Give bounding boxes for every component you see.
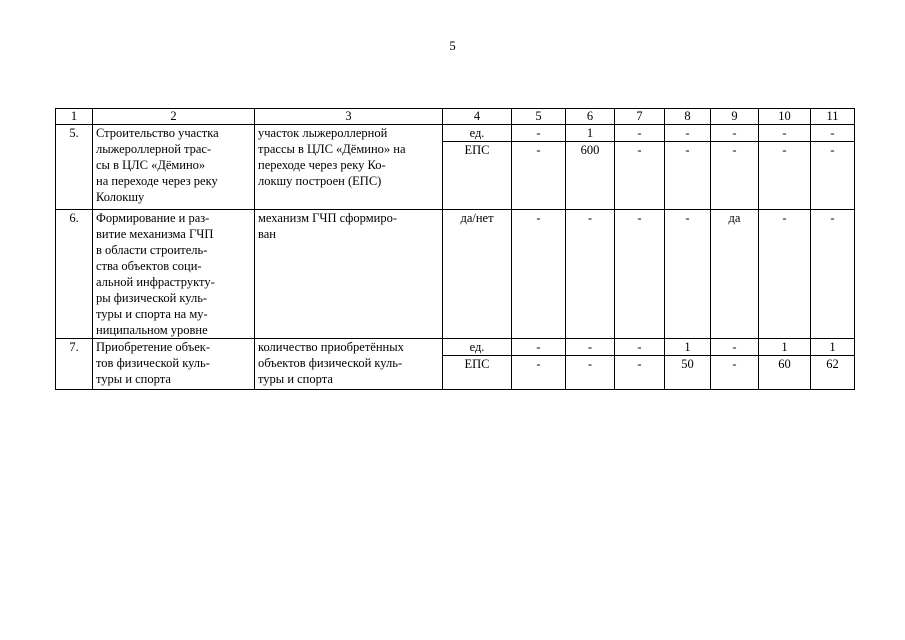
value-cell: -	[615, 125, 665, 142]
value-cell: -	[615, 339, 665, 356]
event-name: Приобретение объек- тов физической куль- туры и спорта	[93, 339, 255, 390]
unit-cell: да/нет	[443, 210, 512, 339]
value-cell: -	[566, 210, 615, 339]
value-cell: -	[711, 356, 759, 390]
column-header: 8	[665, 109, 711, 125]
column-header: 2	[93, 109, 255, 125]
value-cell: 1	[759, 339, 811, 356]
value-cell: 62	[811, 356, 855, 390]
value-cell: -	[615, 356, 665, 390]
indicator-name: механизм ГЧП сформиро- ван	[255, 210, 443, 339]
unit-cell: ЕПС	[443, 356, 512, 390]
value-cell: 50	[665, 356, 711, 390]
page-number: 5	[449, 38, 456, 53]
event-name: Формирование и раз- витие механизма ГЧП в области строитель- ства объектов соци- альной инфраструкту- ры физической куль- туры и спорта на му- ниципальном уровне	[93, 210, 255, 339]
value-cell: -	[566, 356, 615, 390]
column-header: 4	[443, 109, 512, 125]
value-cell: -	[759, 125, 811, 142]
value-cell: -	[512, 339, 566, 356]
value-cell: да	[711, 210, 759, 339]
table-row	[56, 339, 855, 356]
value-cell: -	[759, 210, 811, 339]
event-name: Строительство участка лыжероллерной трас- сы в ЦЛС «Дёмино» на переходе через реку Колокшу	[93, 125, 255, 210]
row-number: 6.	[56, 210, 93, 339]
value-cell: -	[811, 210, 855, 339]
value-cell: -	[512, 125, 566, 142]
table-row	[56, 210, 855, 339]
value-cell: -	[566, 339, 615, 356]
column-header: 7	[615, 109, 665, 125]
indicator-name: количество приобретённых объектов физической куль- туры и спорта	[255, 339, 443, 390]
value-cell: -	[711, 339, 759, 356]
column-header: 1	[56, 109, 93, 125]
value-cell: 1	[665, 339, 711, 356]
column-header: 10	[759, 109, 811, 125]
value-cell: -	[512, 142, 566, 210]
column-header: 9	[711, 109, 759, 125]
value-cell: 60	[759, 356, 811, 390]
row-number: 7.	[56, 339, 93, 390]
value-cell: 1	[566, 125, 615, 142]
value-cell: -	[665, 142, 711, 210]
unit-cell: ед.	[443, 125, 512, 142]
value-cell: 1	[811, 339, 855, 356]
value-cell: -	[512, 356, 566, 390]
value-cell: -	[711, 142, 759, 210]
value-cell: -	[665, 210, 711, 339]
value-cell: -	[615, 210, 665, 339]
value-cell: -	[759, 142, 811, 210]
indicators-table	[55, 108, 855, 390]
unit-cell: ед.	[443, 339, 512, 356]
column-header: 5	[512, 109, 566, 125]
column-header: 6	[566, 109, 615, 125]
value-cell: -	[665, 125, 711, 142]
table-row	[56, 125, 855, 142]
indicator-name: участок лыжероллерной трассы в ЦЛС «Дёмино» на переходе через реку Ко- локшу построен (ЕПС)	[255, 125, 443, 210]
row-number: 5.	[56, 125, 93, 210]
column-header: 11	[811, 109, 855, 125]
column-header: 3	[255, 109, 443, 125]
value-cell: -	[811, 142, 855, 210]
value-cell: 600	[566, 142, 615, 210]
table-header-row	[56, 109, 855, 125]
value-cell: -	[512, 210, 566, 339]
unit-cell: ЕПС	[443, 142, 512, 210]
value-cell: -	[811, 125, 855, 142]
value-cell: -	[711, 125, 759, 142]
value-cell: -	[615, 142, 665, 210]
